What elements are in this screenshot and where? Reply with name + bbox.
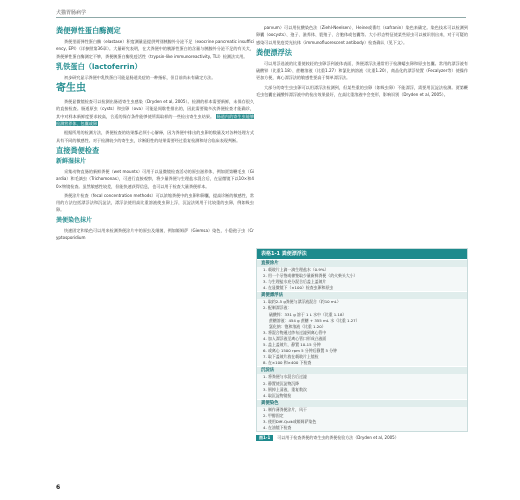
table-row: 3. 倒掉上清液，重复数次: [263, 386, 307, 392]
table-row: 蔗糖溶液：454 g 蔗糖 + 355 mL 水（比重 1.27）: [269, 317, 360, 323]
table-row: 氯化钠：饱和溶液（比重 1.20）: [269, 323, 326, 329]
table-row: 4. 在油镜下检查: [263, 425, 292, 431]
paragraph-stain: 快速固定和染色可以用来检测粪便涂片中的原虫及细菌，例如姬姆萨（Giemsa）染色，小隐孢子虫（Cryptosporidium: [56, 227, 254, 241]
table-row: 2. 静置使沉淀物沉降: [263, 380, 300, 386]
paragraph-smear-2: 粪便涂片检查（fecal concentration methods）可以浓缩粪便中的虫卵和卵囊，提高诊断的敏感性，常用的方法包括漂浮法和沉淀法，漂浮法使用高比重溶液使虫卵上浮，沉淀法则用于比较重的虫卵，例如吸虫卵。: [56, 192, 254, 213]
page-number: 6: [56, 484, 61, 491]
paragraph-lactoferrin: 初步研究显示粪便中乳铁蛋白可能是肠道炎症的一种指标，但目前尚未有确定方法。: [64, 74, 216, 80]
procedure-table: [256, 248, 468, 432]
table-row: 2. 配制漂浮液：: [263, 305, 292, 311]
table-row: 3. 将混合物通过纱布过滤到离心管中: [263, 329, 327, 335]
table-section-flotation: 粪便漂浮法: [257, 291, 467, 299]
paragraph-parasite-1: [56, 98, 254, 127]
table-row: 8. 在×100 和×400 下检查: [263, 360, 312, 366]
paragraph-flotation-2: 大部分的寄生虫虫卵可以用漂浮法检测到，但某些重的虫卵（如吸虫卵）不能漂浮，需要用沉淀法检测。贾第鞭毛虫包囊在硫酸锌漂浮液中的检出效果最好，在高比重溶液中会变形，影响识别（Dryden et al, 2005）。: [256, 84, 468, 98]
caption-text: 可以用于检查粪便的寄生虫的粪便检验方法（Dryden et al, 2005）: [277, 435, 399, 441]
right-column: [256, 24, 468, 100]
table-section-stain: 粪便染色: [257, 399, 467, 407]
table-row: 3. 使用Diff-Quik或姬姆萨染色: [263, 418, 317, 424]
table-row: 3. 与生理盐水充分混合后盖上盖玻片: [263, 279, 327, 285]
table-row: 7. 取下盖玻片放在载玻片上镜检: [263, 354, 319, 360]
table-row: 1. 载玻片上滴一滴生理盐水（0.9%）: [263, 267, 329, 272]
table-row: 2. 甲醇固定: [263, 412, 284, 418]
section-heading-flotation: 粪便漂浮法: [256, 47, 292, 57]
table-section-direct: 直接涂片: [257, 259, 467, 267]
paragraph-parasite-2: 根据所用的检测方法，粪便检查的结果都必须小心解释，因为粪便中排出的虫卵的数量及对各种处理方式具有不同的敏感性。对于检测较少的寄生虫，诊断阳性的结果需要经过重复检测和结合临床表现判断。: [56, 130, 254, 143]
table-row: 6. 或离心 1500 rpm 5 分钟后静置 5 分钟: [263, 348, 337, 354]
section-heading-elastase: 粪便弹性蛋白酶测定: [56, 26, 121, 35]
figure-tag: 图1-1: [256, 435, 273, 441]
header-rule: [56, 17, 466, 18]
table-row: 硫酸锌：331 g 溶于 1 L 水中（比重 1.18）: [269, 311, 347, 317]
section-heading-parasite: 寄生虫: [56, 83, 86, 95]
table-row: 4. 在显微镜下（×100）检查虫卵和原虫: [263, 285, 334, 291]
paragraph-smear-1: 采集动物直肠的新鲜粪便（wet mounts）可用于以显微镜检查活动的原虫滋养体，例如贾第鞭毛虫（Giardia）和毛滴虫（Trichomonas），可进行直接观察，将少量粪便与生理盐水混合后，在显微镜下以10×和40×物镜检查。虽然敏感性较差，但能快速获得信息，也可以用于检查大量粪便样本。: [56, 168, 254, 189]
table-row: 1. 制作薄粪便涂片，风干: [263, 406, 307, 412]
paragraph-flotation-1: 可以用浮选液的比重使较轻的虫卵浮到液体表面，粪便漂浮法通常用于检测蠕虫卵和原虫包囊。常用的漂浮液有硫酸锌（比重1.18）、蔗糖溶液（比重1.27）和氯化钠溶液（比重1.20），商品化的漂浮装置（Fecalyzer等）使操作更加方便，离心漂浮法的敏感性要高于简单漂浮法。: [256, 60, 468, 81]
table-row: 1. 取约2-5 g粪便与漂浮液混合（约10 mL）: [263, 299, 341, 305]
subheading-wet-smear: 新鲜湿抹片: [56, 157, 87, 165]
figure-caption: [256, 435, 468, 441]
table-row: 5. 盖上盖玻片，静置 10-15 分钟: [263, 342, 321, 348]
running-head: 犬猫胃肠病学: [56, 10, 87, 16]
paragraph-right-top: parvum）可以用抗酸染色法（Ziehl-Neelsen）、Heine或番红（safranin）染色来确定。染色技术可以检测到卵囊（oocysts）、孢子、滋养体、裂殖子、合胞体或包囊等。大小形态特征使某些原虫可以被识别出来，对于可疑的感染可以用免疫荧光抗体（immunofluorescent antibody）检查确认（见下文）。: [256, 25, 468, 45]
highlighted-text: 肠道内的寄生虫能够检测营养体、包囊或卵: [56, 113, 254, 127]
section-heading-direct-exam: 直接粪便检查: [56, 145, 100, 155]
table-section-sedimentation: 沉淀法: [257, 366, 467, 374]
paragraph-elastase: 粪便里面弹性蛋白酶（elastase）积度测量是提供判别胰腺外分泌不足（exocrine pancreatic insufficiency, EPI）（详参照第36章）。大量研究表明，在犬粪便中的胰源性蛋白的含量与胰腺外分泌不足的有关犬，粪便弹性蛋白酶测定不够，粪便胰蛋白酶免疫活性（trypsin-like immunoreactivity, TLI）检测法实用。: [56, 39, 254, 59]
table-row: 2. 用一个牙签或棉签取少量新鲜粪便（约火柴头大小）: [263, 273, 358, 279]
table-row: 4. 取沉淀物镜检: [263, 392, 292, 398]
subheading-stain-smear: 粪便染色抹片: [56, 216, 93, 224]
section-heading-lactoferrin: 乳铁蛋白（lactoferrin）: [56, 61, 142, 71]
table-row: 4. 加入漂浮液至离心管口形成凸液面: [263, 335, 327, 341]
parasite-text: 粪便显微镜检查可以检测出肠道寄生虫感染（Dryden et al, 2005）。检测的样本需要新鲜，未保存很久的直接检查。肠道原虫（cysts）和虫卵（ova）可能是间歇性排出的，因此需要做多次粪便检查才能确诊，其中对样本新鲜度要求较高，合适的保存条件能够使所需取样的一些检出寄生虫结果。: [56, 99, 254, 119]
table-row: 1. 将粪便与水混合后过滤: [263, 374, 307, 380]
left-column: [56, 24, 254, 243]
table-title: 表格1-1 粪便漂浮法: [257, 249, 467, 259]
